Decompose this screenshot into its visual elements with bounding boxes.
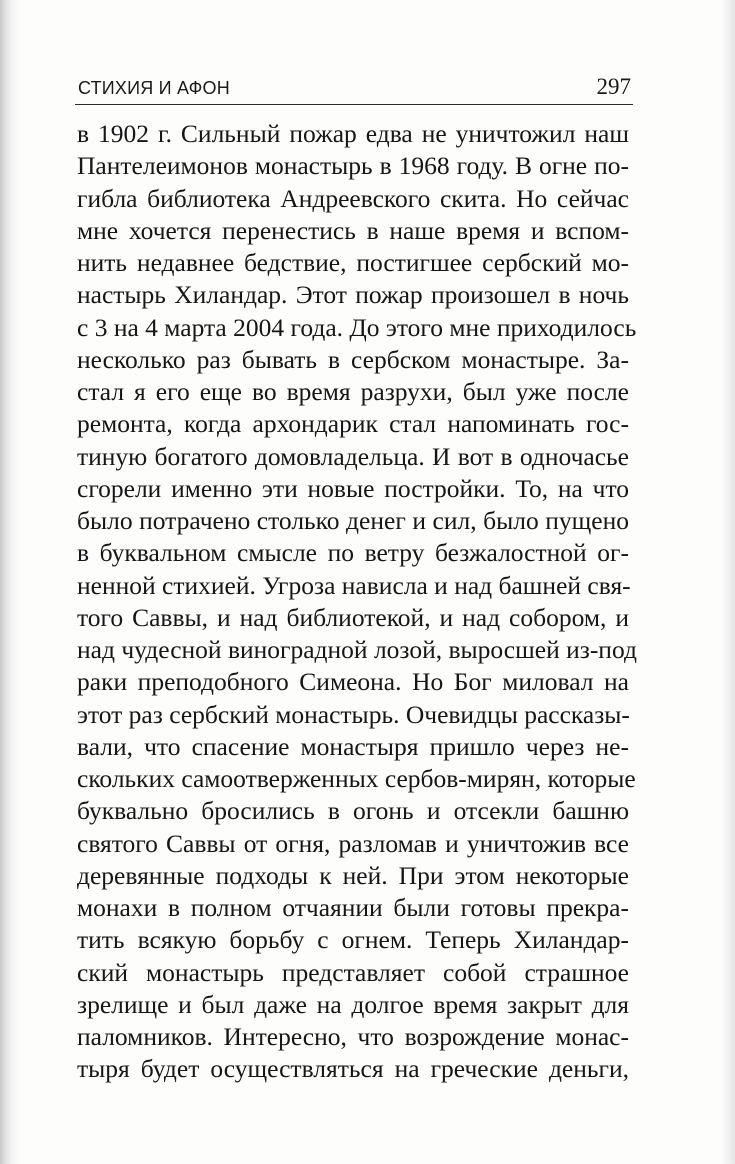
page-number: 297 (596, 74, 631, 99)
text-line: тыря будет осуществляться на греческие деньги, (77, 1054, 629, 1084)
text-line: нить недавнее бедствие, постигшее сербский мо- (77, 248, 629, 277)
text-line: буквально бросились в огонь и отсекли башню (77, 796, 629, 826)
text-line: того Саввы, и над библиотекой, и над собором, и (77, 602, 629, 632)
text-line: паломников. Интересно, что возрождение монас- (77, 1022, 629, 1051)
text-line: с 3 на 4 марта 2004 года. До этого мне приходилось (77, 312, 637, 342)
text-line: вали, что спасение монастыря пришло через не- (77, 731, 629, 761)
text-line: сгорели именно эти новые постройки. То, на что (77, 473, 629, 503)
text-line: этот раз сербский монастырь. Очевидцы рассказы- (77, 699, 630, 729)
text-line: было потрачено столько денег и сил, было пущено (77, 506, 629, 535)
text-line: стал я его еще во время разрухи, был уже после (77, 377, 629, 406)
text-line: деревянные подходы к ней. При этом некоторые (77, 860, 629, 890)
text-line: гибла библиотека Андреевского скита. Но сейчас (77, 183, 629, 213)
text-line: настырь Хиландар. Этот пожар произошел в ночь (77, 280, 629, 310)
text-line: ский монастырь представляет собой страшное (77, 957, 629, 987)
text-line: над чудесной виноградной лозой, выросшей из-под (77, 635, 637, 664)
text-line: зрелище и был даже на долгое время закрыт для (77, 989, 629, 1019)
body-text (77, 118, 637, 1086)
text-line: в буквальном смысле по ветру безжалостной ог- (77, 538, 629, 568)
text-line: несколько раз бывать в сербском монастыре. За- (77, 344, 629, 374)
header-rule (75, 104, 633, 105)
scan-shadow-left (0, 0, 20, 1164)
text-line: святого Саввы от огня, разломав и уничтожив все (77, 828, 629, 858)
text-line: тить всякую борьбу с огнем. Теперь Хиландар- (77, 925, 629, 955)
text-line: мне хочется перенестись в наше время и вспом- (77, 215, 629, 245)
text-line: ремонта, когда архондарик стал напоминать гос- (77, 409, 629, 439)
text-line: ненной стихией. Угроза нависла и над башней свя- (77, 570, 631, 600)
text-line: в 1902 г. Сильный пожар едва не уничтожил наш (77, 119, 629, 148)
scan-shadow-right (721, 0, 735, 1164)
running-title: СТИХИЯ И АФОН (78, 78, 230, 98)
text-line: монахи в полном отчаянии были готовы прекра- (77, 893, 629, 922)
running-head (75, 76, 633, 104)
text-line: тиную богатого домовладельца. И вот в одночасье (77, 441, 629, 471)
text-line: раки преподобного Симеона. Но Бог миловал на (77, 667, 629, 697)
text-line: Пантелеимонов монастырь в 1968 году. В огне по- (77, 151, 629, 181)
text-line: скольких самоотверженных сербов-мирян, которые (77, 764, 636, 793)
